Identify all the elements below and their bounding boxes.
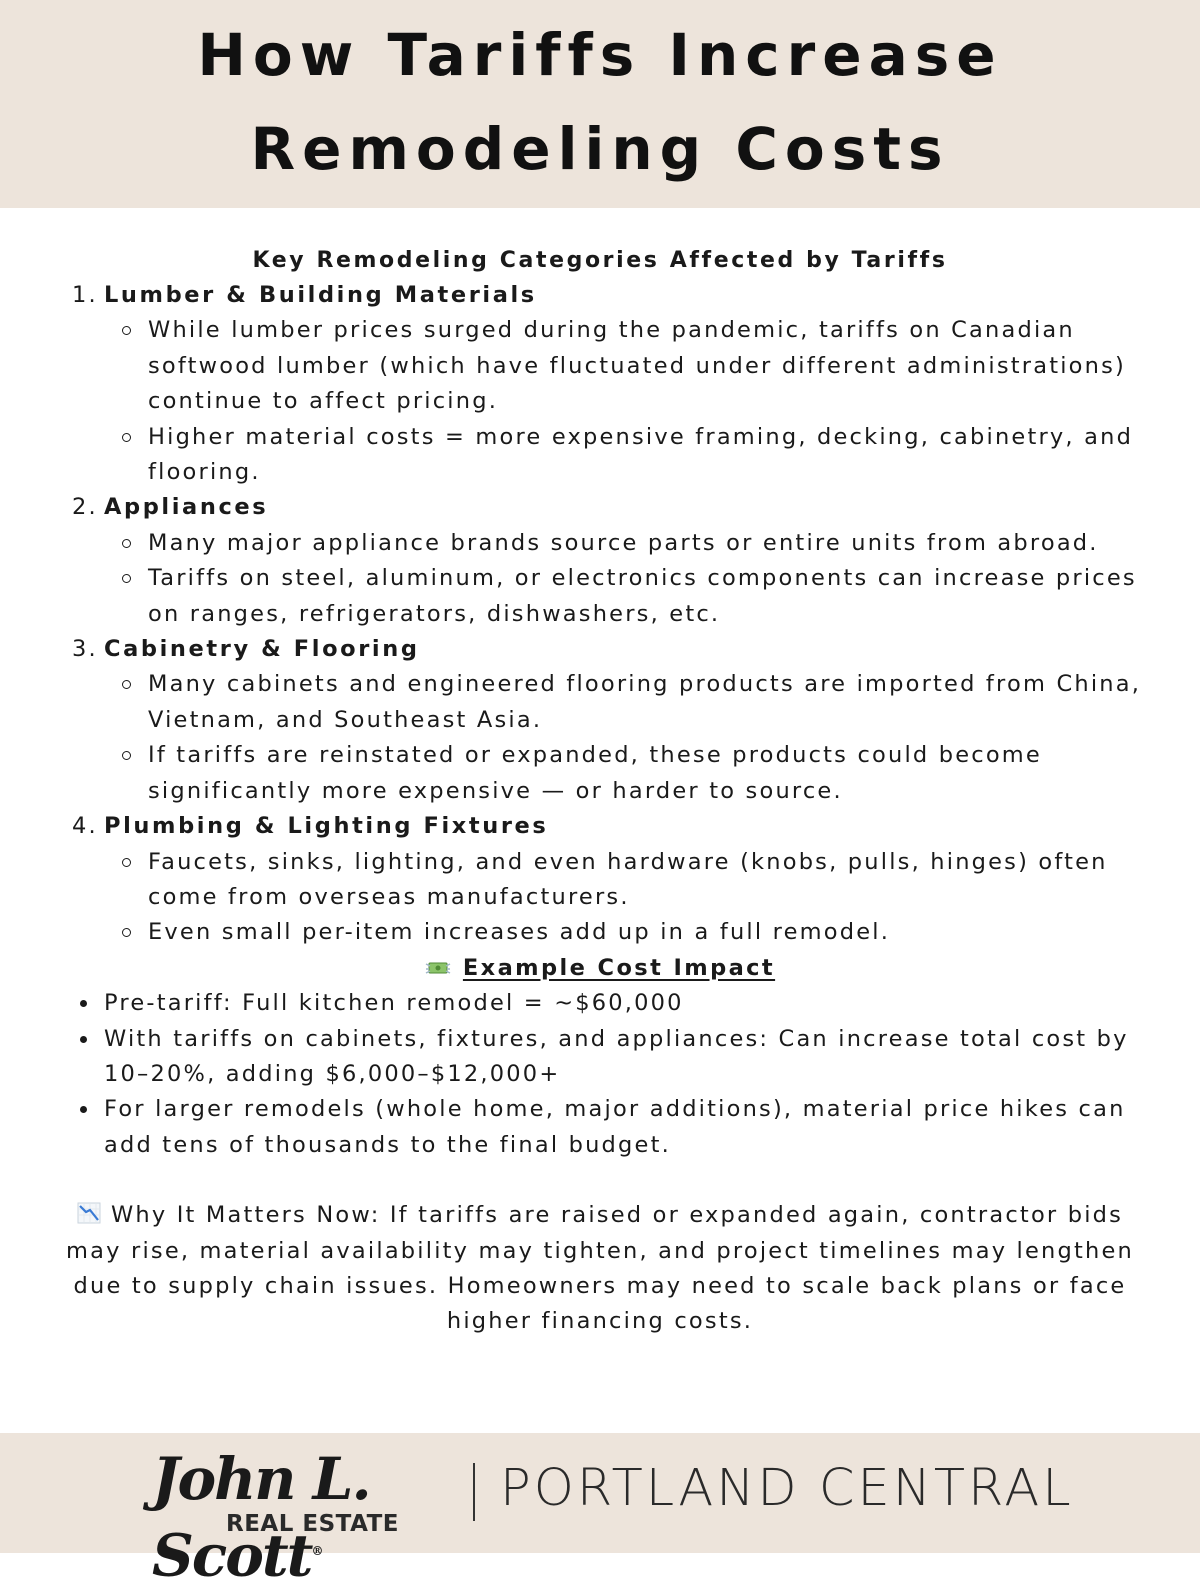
bullet-dot-icon	[80, 1036, 87, 1043]
page-title	[0, 8, 1200, 196]
impact-bullet-text: Pre-tariff: Full kitchen remodel = ~$60,000	[104, 990, 684, 1017]
category-item	[0, 278, 1200, 490]
category-number: 1.	[72, 282, 98, 308]
circle-bullet-icon	[122, 326, 131, 335]
category-point	[148, 561, 1150, 632]
impact-bullet-text: With tariffs on cabinets, fixtures, and appliances: Can increase total cost by 10–20%, adding $6,000–$12,000+	[104, 1025, 1129, 1087]
main-content	[0, 243, 1200, 1340]
impact-heading	[0, 951, 1200, 986]
category-item	[0, 809, 1200, 951]
category-point	[148, 667, 1150, 738]
circle-bullet-icon	[122, 858, 131, 867]
registered-mark: ®	[311, 1544, 322, 1558]
category-point-text: Faucets, sinks, lighting, and even hardware (knobs, pulls, hinges) often come from overseas manufacturers.	[148, 848, 1108, 910]
category-point	[148, 845, 1150, 916]
circle-bullet-icon	[122, 574, 131, 583]
category-number: 3.	[72, 636, 98, 663]
category-point	[148, 313, 1150, 419]
circle-bullet-icon	[122, 928, 131, 937]
footer-divider	[473, 1463, 475, 1521]
category-item	[0, 490, 1200, 632]
header-banner	[0, 0, 1200, 208]
bullet-dot-icon	[80, 1000, 87, 1007]
why-text: Why It Matters Now: If tariffs are raised or expanded again, contractor bids may rise, material availability may tighten, and project timelines may lengthen due to supply chain issues. Homeowners may need to scale back plans or face higher financing costs.	[66, 1202, 1134, 1335]
why-it-matters	[62, 1198, 1138, 1340]
category-point-text: Many cabinets and engineered flooring products are imported from China, Vietnam, and Southeast Asia.	[148, 671, 1142, 733]
categories-heading: Key Remodeling Categories Affected by Tariffs	[252, 248, 948, 273]
title-line-1: How Tariffs Increase	[197, 21, 1003, 89]
office-name: PORTLAND CENTRAL	[500, 1459, 1074, 1518]
chart-decreasing-icon	[77, 1202, 101, 1224]
title-line-2: Remodeling Costs	[250, 115, 950, 183]
category-title: Appliances	[104, 494, 269, 521]
circle-bullet-icon	[122, 433, 131, 442]
circle-bullet-icon	[122, 539, 131, 548]
impact-bullets	[0, 986, 1200, 1163]
category-number: 4.	[72, 813, 98, 840]
money-with-wings-icon	[425, 959, 451, 977]
circle-bullet-icon	[122, 751, 131, 760]
category-point	[148, 420, 1150, 491]
category-point-text: While lumber prices surged during the pandemic, tariffs on Canadian softwood lumber (which have fluctuated under different administrations) continue to affect pricing.	[148, 317, 1126, 415]
category-point-text: Tariffs on steel, aluminum, or electronics components can increase prices on ranges, refrigerators, dishwashers, etc.	[148, 565, 1137, 627]
category-point-text: If tariffs are reinstated or expanded, these products could become significantly more expensive — or harder to source.	[148, 742, 1042, 804]
category-point-text: Even small per-item increases add up in a full remodel.	[148, 919, 891, 946]
category-title: Plumbing & Lighting Fixtures	[104, 813, 549, 840]
impact-heading-text: Example Cost Impact	[462, 954, 776, 981]
category-point-text: Many major appliance brands source parts or entire units from abroad.	[148, 529, 1099, 556]
category-title: Lumber & Building Materials	[104, 282, 537, 308]
category-number: 2.	[72, 494, 98, 521]
category-title: Cabinetry & Flooring	[104, 636, 420, 663]
impact-bullet	[104, 1092, 1144, 1163]
footer-banner	[0, 1433, 1200, 1590]
category-point	[148, 915, 1150, 950]
impact-bullet-text: For larger remodels (whole home, major additions), material price hikes can add tens of thousands to the final budget.	[104, 1096, 1126, 1158]
brand-subtitle: REAL ESTATE	[226, 1511, 399, 1537]
category-point-text: Higher material costs = more expensive framing, decking, cabinetry, and flooring.	[148, 423, 1134, 486]
category-item	[0, 632, 1200, 809]
impact-bullet	[104, 986, 1144, 1021]
category-point	[148, 526, 1150, 561]
circle-bullet-icon	[122, 680, 131, 689]
impact-bullet	[104, 1022, 1144, 1093]
bullet-dot-icon	[80, 1106, 87, 1113]
category-point	[148, 738, 1150, 809]
brand-name: John L. Scott	[152, 1445, 370, 1590]
categories-list	[0, 278, 1200, 951]
